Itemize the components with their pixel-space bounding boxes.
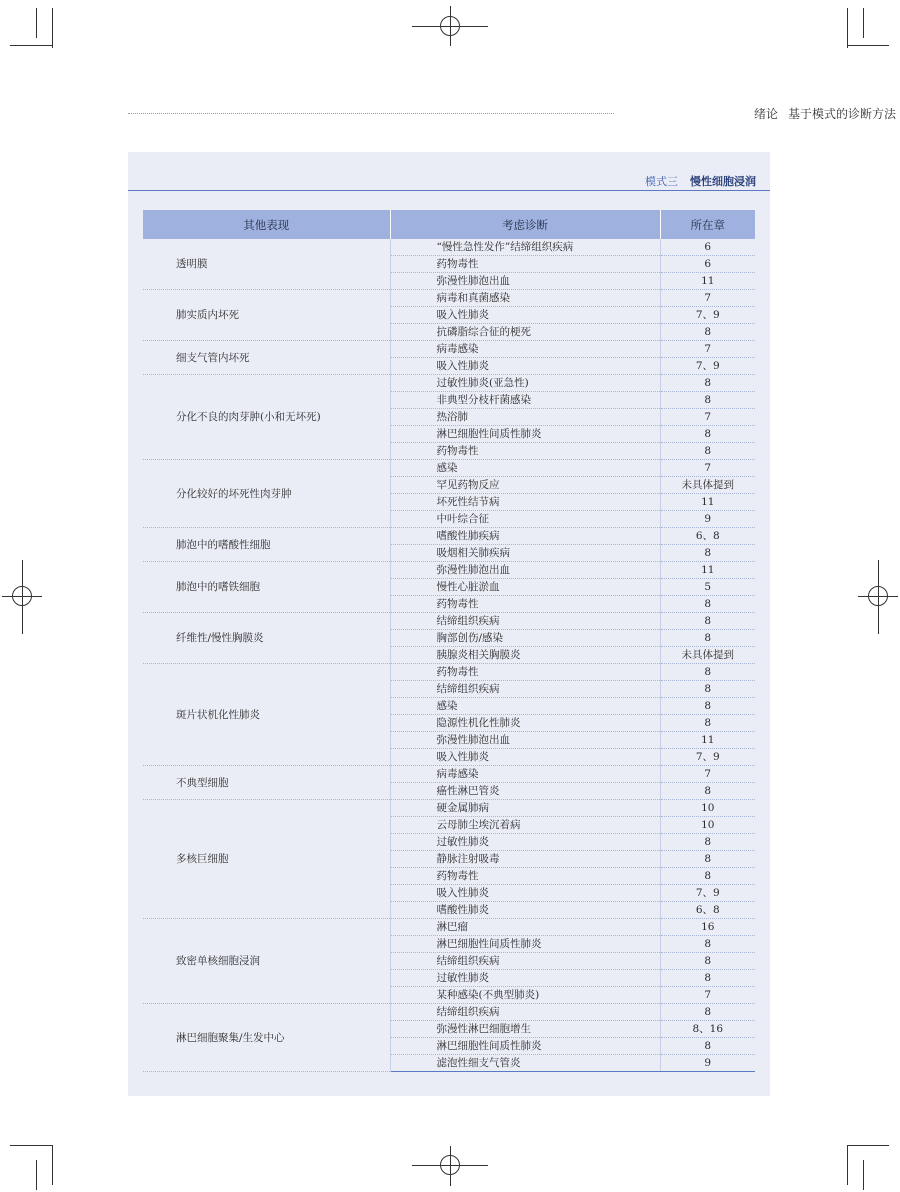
chapter-cell: 8 [660, 375, 755, 392]
diagnosis-cell: 吸入性肺炎 [390, 885, 660, 902]
crop-mark [52, 1145, 53, 1185]
diagnosis-cell: “慢性急性发作”结缔组织疾病 [390, 239, 660, 256]
col-header-feature: 其他表现 [143, 210, 390, 239]
diagnosis-cell: 抗磷脂综合征的梗死 [390, 324, 660, 341]
chapter-cell: 8 [660, 851, 755, 868]
diagnosis-cell: 结缔组织疾病 [390, 613, 660, 630]
table-row [143, 800, 755, 817]
diagnosis-cell: 热浴肺 [390, 409, 660, 426]
chapter-cell: 7、9 [660, 358, 755, 375]
chapter-cell: 7、9 [660, 307, 755, 324]
diagnosis-cell: 药物毒性 [390, 664, 660, 681]
diagnosis-cell: 过敏性肺炎 [390, 970, 660, 987]
feature-cell: 不典型细胞 [143, 766, 390, 800]
chapter-label: 绪论 [754, 107, 779, 121]
chapter-cell: 8 [660, 426, 755, 443]
crop-mark [863, 8, 864, 38]
header-dotted-rule [128, 113, 614, 114]
chapter-cell: 8 [660, 392, 755, 409]
chapter-cell: 8 [660, 715, 755, 732]
crop-mark [847, 1145, 848, 1185]
diagnosis-cell: 吸烟相关肺疾病 [390, 545, 660, 562]
chapter-cell: 8 [660, 1038, 755, 1055]
diagnosis-cell: 弥漫性淋巴细胞增生 [390, 1021, 660, 1038]
diagnosis-cell: 过敏性肺炎(亚急性) [390, 375, 660, 392]
feature-cell: 致密单核细胞浸润 [143, 919, 390, 1004]
diagnosis-cell: 淋巴瘤 [390, 919, 660, 936]
col-header-chapter: 所在章 [660, 210, 755, 239]
diagnosis-cell: 淋巴细胞性间质性肺炎 [390, 936, 660, 953]
running-header [128, 104, 897, 124]
feature-cell: 纤维性/慢性胸膜炎 [143, 613, 390, 664]
chapter-cell: 8 [660, 698, 755, 715]
chapter-cell: 8、16 [660, 1021, 755, 1038]
chapter-cell: 7 [660, 766, 755, 783]
chapter-cell: 7、9 [660, 749, 755, 766]
col-header-diagnosis: 考虑诊断 [390, 210, 660, 239]
chapter-cell: 7 [660, 987, 755, 1004]
crop-mark [847, 45, 889, 46]
table-row [143, 1004, 755, 1021]
crop-mark [52, 8, 53, 48]
diagnosis-cell: 吸入性肺炎 [390, 749, 660, 766]
feature-cell: 斑片状机化性肺炎 [143, 664, 390, 766]
chapter-cell: 未具体提到 [660, 477, 755, 494]
diagnosis-cell: 吸入性肺炎 [390, 358, 660, 375]
chapter-cell: 8 [660, 953, 755, 970]
section-title: 基于模式的诊断方法 [788, 107, 897, 121]
diagnosis-cell: 结缔组织疾病 [390, 681, 660, 698]
chapter-cell: 8 [660, 596, 755, 613]
feature-cell: 淋巴细胞聚集/生发中心 [143, 1004, 390, 1072]
running-header-text [754, 105, 900, 122]
table-row [143, 766, 755, 783]
table-row [143, 613, 755, 630]
table-body [143, 239, 755, 1072]
chapter-cell: 6、8 [660, 902, 755, 919]
table-row [143, 562, 755, 579]
diagnosis-cell: 吸入性肺炎 [390, 307, 660, 324]
diagnosis-cell: 病毒和真菌感染 [390, 290, 660, 307]
chapter-cell: 8 [660, 868, 755, 885]
diagnosis-cell: 某种感染(不典型肺炎) [390, 987, 660, 1004]
diagnosis-cell: 慢性心脏淤血 [390, 579, 660, 596]
chapter-cell: 7 [660, 409, 755, 426]
diagnosis-table [143, 210, 755, 1072]
diagnosis-cell: 嗜酸性肺炎 [390, 902, 660, 919]
feature-cell: 肺实质内坏死 [143, 290, 390, 341]
diagnosis-cell: 弥漫性肺泡出血 [390, 273, 660, 290]
feature-cell: 肺泡中的嗜酸性细胞 [143, 528, 390, 562]
diagnosis-cell: 滤泡性细支气管炎 [390, 1055, 660, 1072]
table-row [143, 460, 755, 477]
chapter-cell: 9 [660, 1055, 755, 1072]
chapter-cell: 8 [660, 970, 755, 987]
diagnosis-cell: 淋巴细胞性间质性肺炎 [390, 426, 660, 443]
crop-mark [847, 1145, 889, 1146]
diagnosis-cell: 过敏性肺炎 [390, 834, 660, 851]
crop-mark [10, 1145, 52, 1146]
chapter-cell: 8 [660, 681, 755, 698]
chapter-cell: 9 [660, 511, 755, 528]
feature-cell: 细支气管内坏死 [143, 341, 390, 375]
chapter-cell: 7 [660, 341, 755, 358]
diagnosis-cell: 癌性淋巴管炎 [390, 783, 660, 800]
diagnosis-cell: 药物毒性 [390, 256, 660, 273]
pattern-name: 慢性细胞浸润 [690, 175, 756, 188]
diagnosis-cell: 静脉注射吸毒 [390, 851, 660, 868]
crop-mark [847, 8, 848, 48]
chapter-cell: 7 [660, 290, 755, 307]
crop-mark [863, 1160, 864, 1190]
chapter-cell: 8 [660, 834, 755, 851]
chapter-cell: 8 [660, 443, 755, 460]
diagnosis-cell: 弥漫性肺泡出血 [390, 732, 660, 749]
chapter-cell: 7、9 [660, 885, 755, 902]
chapter-cell: 10 [660, 800, 755, 817]
table-row [143, 290, 755, 307]
diagnosis-cell: 药物毒性 [390, 596, 660, 613]
crop-mark [36, 8, 37, 38]
chapter-cell: 11 [660, 562, 755, 579]
feature-cell: 透明膜 [143, 239, 390, 290]
diagnosis-cell: 中叶综合征 [390, 511, 660, 528]
diagnosis-cell: 结缔组织疾病 [390, 1004, 660, 1021]
chapter-cell: 10 [660, 817, 755, 834]
diagnosis-cell: 病毒感染 [390, 341, 660, 358]
feature-cell: 分化较好的坏死性肉芽肿 [143, 460, 390, 528]
chapter-cell: 6 [660, 256, 755, 273]
diagnosis-cell: 药物毒性 [390, 868, 660, 885]
chapter-cell: 8 [660, 613, 755, 630]
table-row [143, 239, 755, 256]
diagnosis-cell: 结缔组织疾病 [390, 953, 660, 970]
chapter-cell: 8 [660, 545, 755, 562]
chapter-cell: 11 [660, 732, 755, 749]
diagnosis-cell: 感染 [390, 460, 660, 477]
diagnosis-cell: 病毒感染 [390, 766, 660, 783]
table-header-row [143, 210, 755, 239]
chapter-cell: 5 [660, 579, 755, 596]
crop-mark [10, 45, 52, 46]
table-row [143, 341, 755, 358]
chapter-cell: 6、8 [660, 528, 755, 545]
table-row [143, 919, 755, 936]
table-row [143, 528, 755, 545]
chapter-cell: 8 [660, 783, 755, 800]
feature-cell: 多核巨细胞 [143, 800, 390, 919]
table-row [143, 375, 755, 392]
chapter-cell: 8 [660, 324, 755, 341]
diagnosis-cell: 胰腺炎相关胸膜炎 [390, 647, 660, 664]
diagnosis-cell: 药物毒性 [390, 443, 660, 460]
chapter-cell: 11 [660, 273, 755, 290]
feature-cell: 肺泡中的嗜铁细胞 [143, 562, 390, 613]
chapter-cell: 6 [660, 239, 755, 256]
panel-header [128, 152, 770, 191]
feature-cell: 分化不良的肉芽肿(小和无坏死) [143, 375, 390, 460]
diagnosis-cell: 罕见药物反应 [390, 477, 660, 494]
chapter-cell: 16 [660, 919, 755, 936]
diagnosis-cell: 非典型分枝杆菌感染 [390, 392, 660, 409]
chapter-cell: 未具体提到 [660, 647, 755, 664]
diagnosis-cell: 云母肺尘埃沉着病 [390, 817, 660, 834]
chapter-cell: 7 [660, 460, 755, 477]
chapter-cell: 8 [660, 630, 755, 647]
diagnosis-cell: 淋巴细胞性间质性肺炎 [390, 1038, 660, 1055]
diagnosis-cell: 隐源性机化性肺炎 [390, 715, 660, 732]
chapter-cell: 8 [660, 1004, 755, 1021]
pattern-number: 模式三 [645, 175, 678, 188]
chapter-cell: 8 [660, 664, 755, 681]
diagnosis-cell: 嗜酸性肺疾病 [390, 528, 660, 545]
diagnosis-cell: 硬金属肺病 [390, 800, 660, 817]
diagnosis-cell: 弥漫性肺泡出血 [390, 562, 660, 579]
chapter-cell: 8 [660, 936, 755, 953]
panel-title [645, 173, 756, 189]
diagnosis-cell: 胸部创伤/感染 [390, 630, 660, 647]
diagnosis-cell: 坏死性结节病 [390, 494, 660, 511]
table-row [143, 664, 755, 681]
crop-mark [36, 1160, 37, 1190]
diagnosis-cell: 感染 [390, 698, 660, 715]
chapter-cell: 11 [660, 494, 755, 511]
